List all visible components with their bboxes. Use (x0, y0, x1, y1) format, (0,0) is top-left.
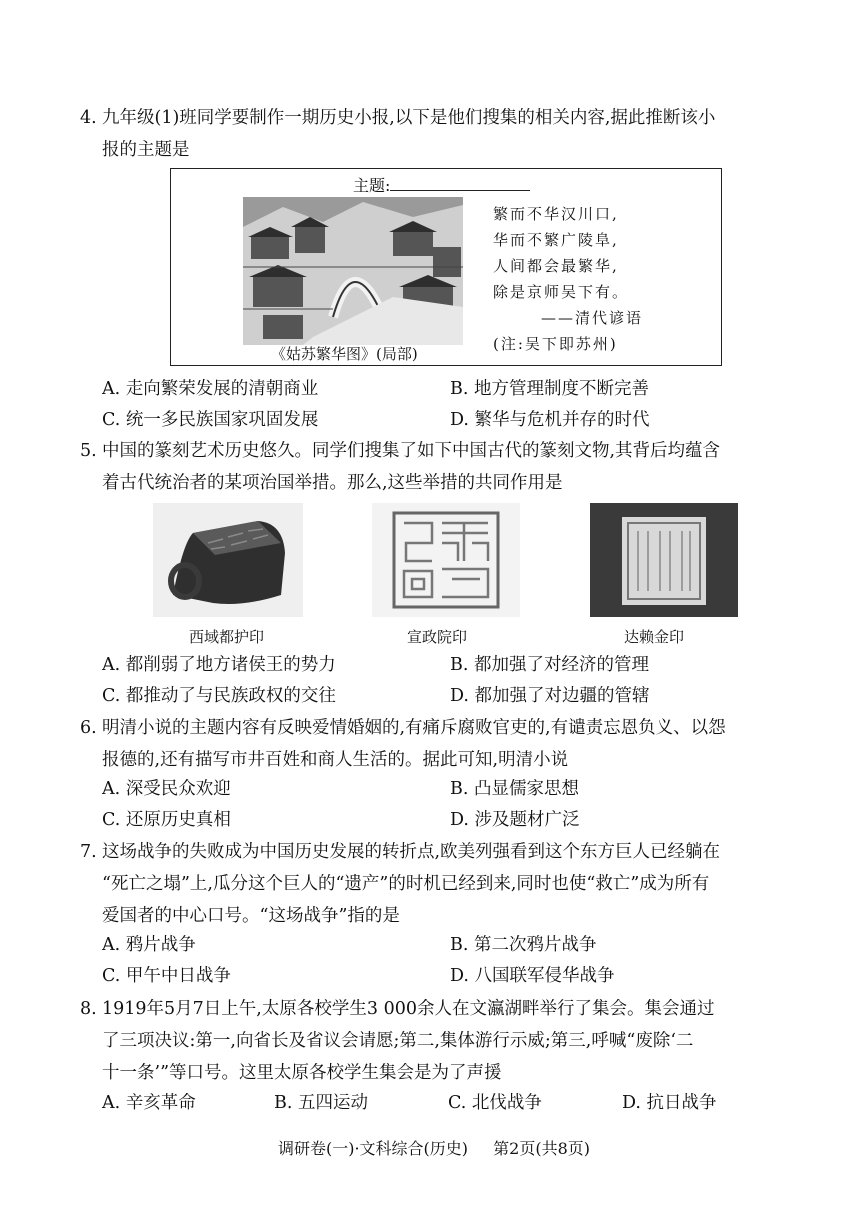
option-c[interactable]: C. 甲午中日战争 (102, 966, 231, 986)
page-footer (0, 1136, 868, 1159)
exam-title: 调研卷(一)·文科综合(历史) (277, 1139, 469, 1158)
option-b[interactable]: B. 地方管理制度不断完善 (450, 379, 649, 399)
option-a[interactable]: A. 深受民众欢迎 (102, 779, 231, 799)
option-c[interactable]: C. 统一多民族国家巩固发展 (102, 410, 319, 430)
proverb-poem (493, 201, 643, 357)
seal-caption: 西域都护印 (189, 628, 265, 646)
q6-options-row-1 (102, 774, 802, 804)
option-b[interactable]: B. 五四运动 (274, 1093, 368, 1113)
question-text: 1919年5月7日上午,太原各校学生3 000余人在文瀛湖畔举行了集会。集会通过 (102, 999, 715, 1019)
question-number: 8. (80, 999, 97, 1019)
xuanzheng-yuan-seal-image (372, 503, 520, 617)
question-text-cont: 报德的,还有描写市井百姓和商人生活的。据此可知,明清小说 (102, 750, 569, 770)
question-text: 这场战争的失败成为中国历史发展的转折点,欧美列强看到这个东方巨人已经躺在 (102, 842, 721, 862)
theme-line (353, 173, 530, 196)
option-b[interactable]: B. 第二次鸦片战争 (450, 935, 597, 955)
q5-options-row-2 (102, 681, 802, 711)
poem-note: (注:吴下即苏州) (493, 335, 618, 353)
question-text: 明清小说的主题内容有反映爱情婚姻的,有痛斥腐败官吏的,有谴责忘恩负义、以怨 (102, 718, 726, 738)
question-4-stem (80, 102, 800, 166)
question-7-stem (80, 836, 800, 932)
question-5-stem (80, 435, 800, 499)
poem-line: 繁而不华汉川口, (493, 205, 619, 223)
q4-material-box (170, 168, 722, 366)
q7-options-row-1 (102, 930, 802, 960)
question-number: 5. (80, 441, 97, 461)
option-a[interactable]: A. 鸦片战争 (102, 935, 196, 955)
option-a[interactable]: A. 都削弱了地方诸侯王的势力 (102, 655, 336, 675)
option-c[interactable]: C. 还原历史真相 (102, 810, 231, 830)
q5-options-row-1 (102, 650, 802, 680)
q4-options-row-2 (102, 405, 802, 435)
seal-caption: 宣政院印 (407, 628, 468, 646)
question-6-stem (80, 712, 800, 776)
poem-line: 除是京师吴下有。 (493, 283, 630, 301)
question-text-cont: 爱国者的中心口号。“这场战争”指的是 (102, 906, 400, 926)
option-a[interactable]: A. 走向繁荣发展的清朝商业 (102, 379, 319, 399)
option-d[interactable]: D. 都加强了对边疆的管辖 (450, 686, 650, 706)
gusu-painting-image (243, 197, 463, 345)
option-c[interactable]: C. 北伐战争 (448, 1093, 542, 1113)
poem-line: 华而不繁广陵阜, (493, 231, 619, 249)
page-number: 第2页(共8页) (493, 1139, 590, 1158)
question-text: 中国的篆刻艺术历史悠久。同学们搜集了如下中国古代的篆刻文物,其背后均蕴含 (102, 441, 721, 461)
question-text-cont: “死亡之塌”上,瓜分这个巨人的“遗产”的时机已经到来,同时也使“救亡”成为所有 (102, 874, 710, 894)
option-d[interactable]: D. 繁华与危机并存的时代 (450, 410, 650, 430)
poem-source: ——清代谚语 (541, 309, 644, 327)
option-b[interactable]: B. 凸显儒家思想 (450, 779, 579, 799)
dalai-gold-seal-image (590, 503, 738, 617)
q7-options-row-2 (102, 961, 802, 991)
question-text: 九年级(1)班同学要制作一期历史小报,以下是他们搜集的相关内容,据此推断该小 (102, 108, 716, 128)
option-d[interactable]: D. 抗日战争 (622, 1093, 717, 1113)
poem-line: 人间都会最繁华, (493, 257, 619, 275)
question-text-cont: 着古代统治者的某项治国举措。那么,这些举措的共同作用是 (102, 473, 563, 493)
option-a[interactable]: A. 辛亥革命 (102, 1093, 196, 1113)
question-number: 7. (80, 842, 97, 862)
theme-blank (390, 176, 530, 191)
question-number: 4. (80, 108, 97, 128)
question-text-cont: 了三项决议:第一,向省长及省议会请愿;第二,集体游行示威;第三,呼喊“废除‘二 (102, 1031, 694, 1051)
q6-options-row-2 (102, 805, 802, 835)
question-text-cont: 报的主题是 (102, 140, 190, 160)
option-d[interactable]: D. 涉及题材广泛 (450, 810, 580, 830)
question-text-cont: 十一条’”等口号。这里太原各校学生集会是为了声援 (102, 1063, 502, 1083)
painting-caption: 《姑苏繁华图》(局部) (271, 345, 418, 363)
question-8-stem (80, 993, 800, 1089)
option-d[interactable]: D. 八国联军侵华战争 (450, 966, 615, 986)
western-regions-seal-image (153, 503, 303, 617)
theme-label: 主题: (353, 176, 391, 195)
question-number: 6. (80, 718, 97, 738)
seal-caption: 达赖金印 (624, 628, 685, 646)
q8-options-row (102, 1088, 802, 1118)
option-b[interactable]: B. 都加强了对经济的管理 (450, 655, 649, 675)
q4-options-row-1 (102, 374, 802, 404)
option-c[interactable]: C. 都推动了与民族政权的交往 (102, 686, 336, 706)
